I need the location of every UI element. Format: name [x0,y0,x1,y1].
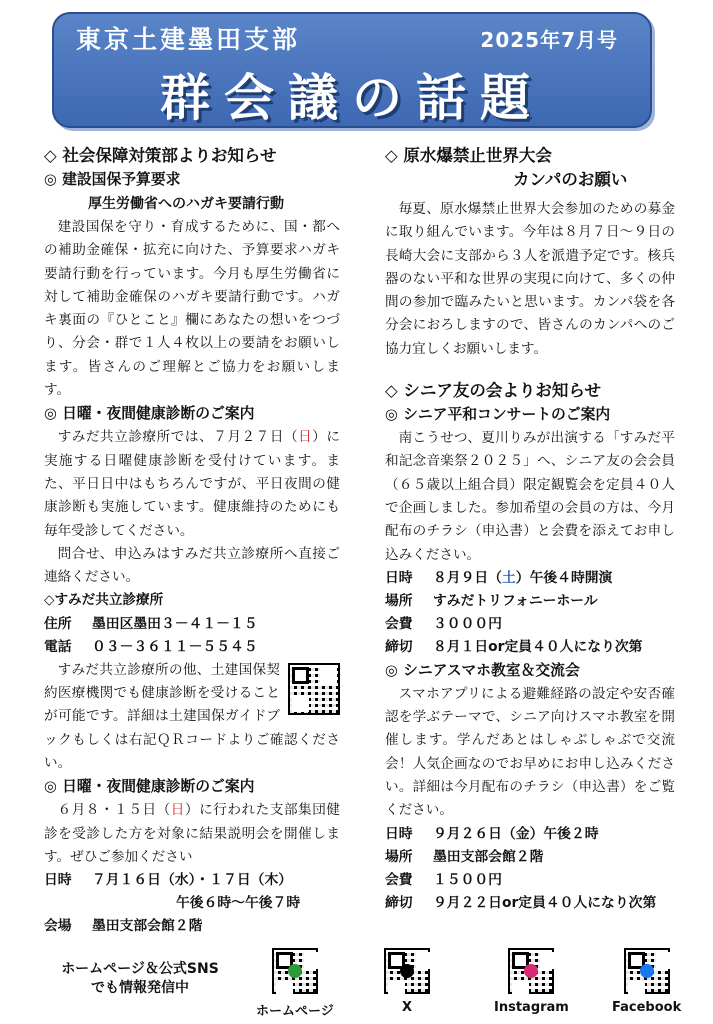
subheading-smartphone-class: ◎ シニアスマホ教室＆交流会 [385,661,580,679]
section-heading-senior-club: ◇ シニア友の会よりお知らせ [385,381,601,401]
footer [0,948,713,1024]
section-heading-antinuclear: ◇ 原水爆禁止世界大会 [385,146,552,165]
concert-place: 場所 すみだトリフォニーホール [385,592,598,609]
class-place: 場所 墨田支部会館２階 [385,848,544,865]
other-clinics-body: すみだ共立診療所の他、土建国保契約医療機関でも健康診断を受けることが可能です。詳細は土建国保ガイドブックもしくは右記ＱＲコードよりご確認ください。 [44,661,340,771]
social-security-body: 建設国保を守り・育成するために、国・都への補助金確保・拡充に向けた、予算要求ハガキ要請行動を行っています。今月も厚生労働省に対して補助金確保のハガキ要請行動です。ハガキ裏面の『ひとこと』欄にあなたの想いをつづり、分会・群で１人４枚以上の要請をお願いします。皆さんのご理解とご協力をお願いします。 [44,219,340,399]
facebook-link[interactable]: Facebook [612,948,681,1015]
subheading-peace-concert: ◎ シニア平和コンサートのご案内 [385,406,611,424]
meeting-date: 日時 ７月１６日（水）・１７日（木） [44,872,293,889]
branch-name: 東京土建墨田支部 [76,25,301,54]
class-deadline: 締切 ９月２２日or定員４０人になり次第 [385,894,657,911]
subheading-results-meeting: ◎ 日曜・夜間健康診断のご案内 [44,778,255,796]
meeting-time: 午後６時～午後７時 [176,895,301,912]
concert-fee: 会費 ３０００円 [385,615,502,632]
meeting-venue: 会場 墨田支部会館２階 [44,918,203,935]
newsletter-title: 群会議の話題 [160,68,544,127]
concert-deadline: 締切 ８月１日or定員４０人になり次第 [385,638,643,655]
class-date: 日時 ９月２６日（金）午後２時 [385,825,599,842]
instagram-icon [508,948,554,994]
clinic-phone: 電話 ０３－３６１１－５５４５ [44,638,258,655]
subheading-postcard-action: 厚生労働省へのハガキ要請行動 [88,196,284,212]
homepage-link[interactable]: ホームページ [256,948,334,1019]
smartphone-class-body: スマホアプリによる避難経路の設定や安否確認を学ぶテーマで、シニア向けスマホ教室を開催します。学んだあとはしゃぶしゃぶで交流会！人気企画なのでお早めにお申し込みください。詳細は今月配布のチラシ（申込書）をご覧ください。 [385,685,675,819]
section-heading-social-security: ◇ 社会保障対策部よりお知らせ [44,146,277,165]
x-link[interactable]: X [384,948,430,1015]
health-check-contact: 問合せ、申込みはすみだ共立診療所へ直接ご連絡ください。 [44,545,340,586]
subheading-budget-request: ◎ 建設国保予算要求 [44,171,181,188]
left-column [44,144,340,938]
subheading-health-check: ◎ 日曜・夜間健康診断のご案内 [44,405,255,423]
footer-message: ホームページ＆公式SNS でも情報発信中 [61,961,219,996]
x-logo-icon [384,948,430,994]
concert-date: 日時 ８月９日（土）午後４時開演 [385,569,613,586]
header-banner [52,12,652,128]
sunday-marker: 日 [170,802,185,819]
issue-date: 2025年7月号 [480,28,618,52]
qr-code-icon [288,663,340,715]
instagram-link[interactable]: Instagram [494,948,569,1015]
clinic-address: 住所 墨田区墨田３－４１－１５ [44,615,258,632]
section-heading-donation: カンパのお願い [513,170,628,189]
facebook-icon [624,948,670,994]
clinic-name: ◇すみだ共立診療所 [44,592,164,609]
donation-body: 毎夏、原水爆禁止世界大会参加のための募金に取り組んでいます。今年は８月７日～９日の長崎大会に支部から３人を派遣予定です。核兵器のない平和な世界の実現に向けて、多くの仲間の参加で臨みたいと思います。カンパ袋を各分会におろしますので、皆さんのカンパへのご協力宜しくお願いします。 [385,201,675,357]
guidebook-qr[interactable] [288,663,340,723]
class-fee: 会費 １５００円 [385,871,502,888]
health-check-body: すみだ共立診療所では、７月２７日（日）に実施する日曜健康診断を受付けています。また、平日日中はもちろんですが、平日夜間の健康診断も実施しています。健康維持のためにも毎年受診してください。 [44,429,341,539]
peace-concert-body: 南こうせつ、夏川りみが出演する「すみだ平和記念音楽祭２０２５」へ、シニア友の会会員（６５歳以上組合員）限定観覧会を定員４０人で企画しました。参加希望の会員の方は、今月配布のチラシ（申込書）と会費を添えてお申し込みください。 [385,430,675,563]
sunday-marker: 日 [298,429,313,446]
qr-code-icon [272,948,318,994]
right-column [385,144,675,915]
results-meeting-body: ６月８・１５日（日）に行われた支部集団健診を受診した方を対象に結果説明会を開催します。ぜひご参加ください [44,802,341,865]
